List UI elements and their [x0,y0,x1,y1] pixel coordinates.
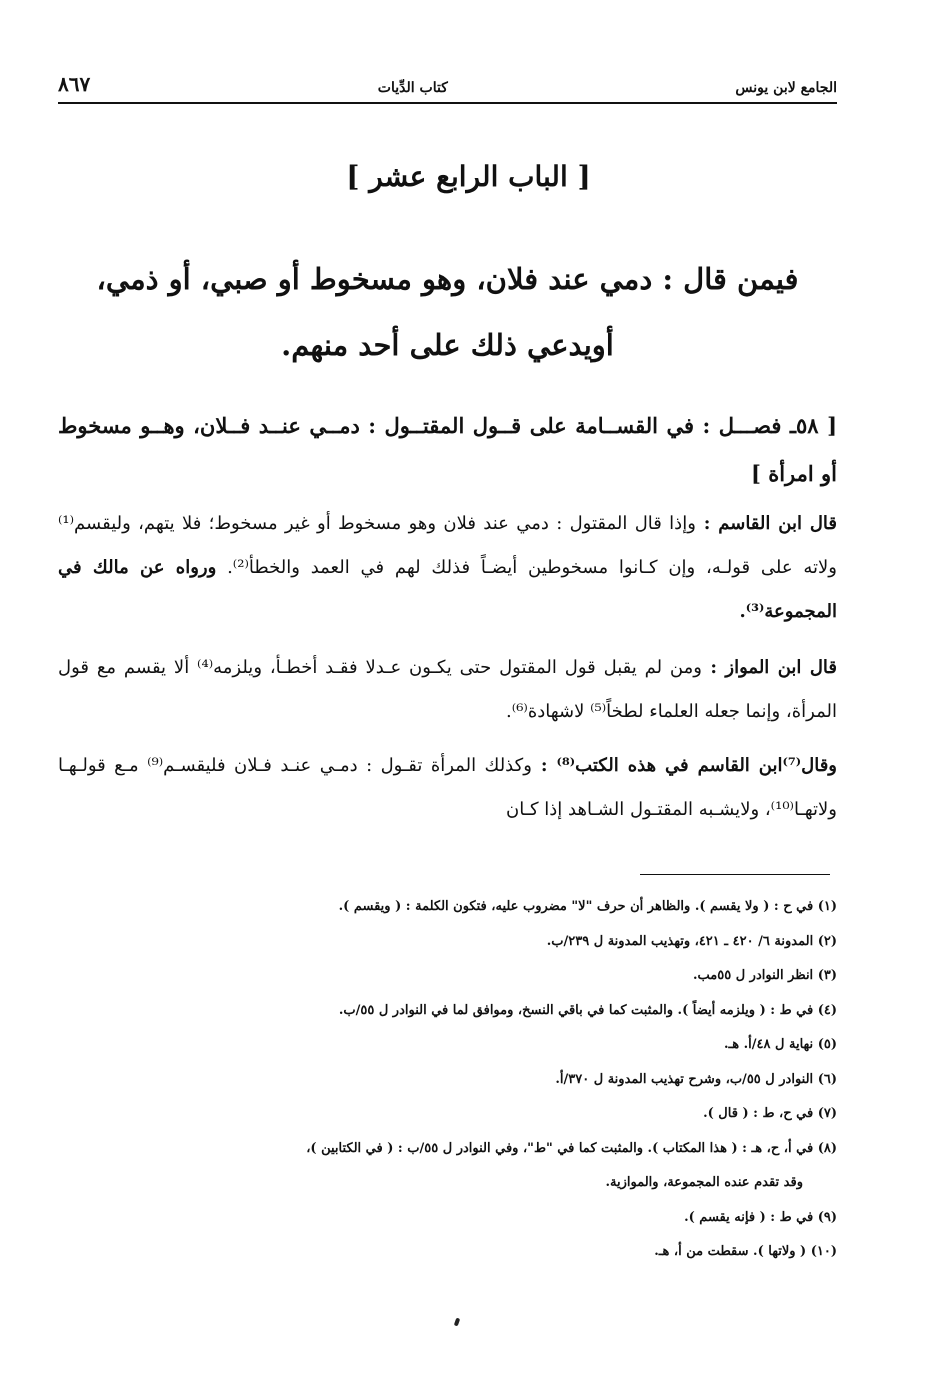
header-chapter-title: كتاب الدِّيات [377,80,448,96]
running-header [58,70,837,96]
footnote-8-continuation: وقد تقدم عنده المجموعة، والموازية. [605,1175,803,1190]
paragraph-1-tail: ورواه عن مالك في المجموعة⁽³⁾. [58,557,837,622]
section-heading: [ ٥٨ـ فصـــل : في القســامة على قــول المقتــول : دمــي عنــد فــلان، وهــو مسخوط أو امرأة ] [58,413,838,486]
paragraph-3 [58,744,837,832]
paragraph-2 [58,646,837,734]
footnote-6: (٦) النوادر ل ٥٥/ب، وشرح تهذيب المدونة ل ٣٧٠/أ. [555,1071,837,1087]
paragraph-3-text: وكذلك المرأة تقـول : دمـي عنـد فـلان فليقسـم⁽⁹⁾ مـع قولـهـا ولاتهـا⁽¹⁰⁾، ولايشـبه المقتـول الشـاهد إذا كـان [58,755,837,820]
paragraph-2-lead: قال ابن المواز : [701,657,837,678]
main-heading: فيمن قال : دمي عند فلان، وهو مسخوط أو صبي، أو ذمي، أويدعي ذلك على أحد منهم. [96,262,799,362]
footnote-8: (٨) في أ، ح، هـ : ( هذا المكتاب ). والمثبت كما في "ط"، وفي النوادر ل ٥٥/ب : ( في الكتابين )، [306,1140,837,1156]
chapter-title: [ الباب الرابع عشر ] [346,160,591,193]
footnote-3: (٣) انظر النوادر ل ٥٥مب. [692,968,837,983]
paragraph-3-lead: وقال⁽⁷⁾ابن القاسم في هذه الكتب⁽⁸⁾ : [531,755,838,776]
paragraph-2-text: ومن لم يقبل قول المقتول حتى يكـون عـدلا فقـد أخطـأ، ويلزمه⁽⁴⁾ ألا يقسم مع قول المرأة، وإنما جعله العلماء لطخاً⁽⁵⁾ لاشهادة⁽⁶⁾. [58,657,837,722]
header-book-title: الجامع لابن يونس [735,80,837,96]
paragraph-1-lead: قال ابن القاسم : [695,513,837,534]
paragraph-1-text: وإذا قال المقتول : دمي عند فلان وهو مسخوط أو غير مسخوط؛ فلا يتهم، وليقسم⁽¹⁾ ولاته على قولـه، وإن كـانوا مسخوطين أيضـاً فذلك لهم في العمد والخطأ⁽²⁾. [58,513,837,578]
header-rule [58,102,837,104]
footnote-1: (١) في ح : ( ولا يقسم ). والظاهر أن حرف "لا" مضروب عليه، فتكون الكلمة : ( ويقسم ). [338,899,837,914]
footnote-5: (٥) نهاية ل ٤٨/أ. هـ. [723,1037,837,1052]
footnote-10: (١٠) ( ولاتها ). سقطت من أ، هـ. [654,1244,837,1259]
footnotes [90,890,837,1270]
footnote-rule [640,874,830,875]
ink-speck [454,1318,460,1327]
footnote-4: (٤) في ط : ( ويلزمه أيضاً ). والمثبت كما في باقي النسخ، وموافق لما في النوادر ل ٥٥/ب. [338,1002,837,1018]
page-number: ٨٦٧ [58,72,91,96]
footnote-9: (٩) في ط : ( فإنه يقسم ). [684,1209,837,1225]
footnote-7: (٧) في ح، ط : ( قال ). [703,1106,837,1121]
footnote-2: (٢) المدونة ٦/ ٤٢٠ ـ ٤٢١، وتهذيب المدونة ل ٢٣٩/ب. [546,933,837,949]
paragraph-1 [58,502,837,634]
